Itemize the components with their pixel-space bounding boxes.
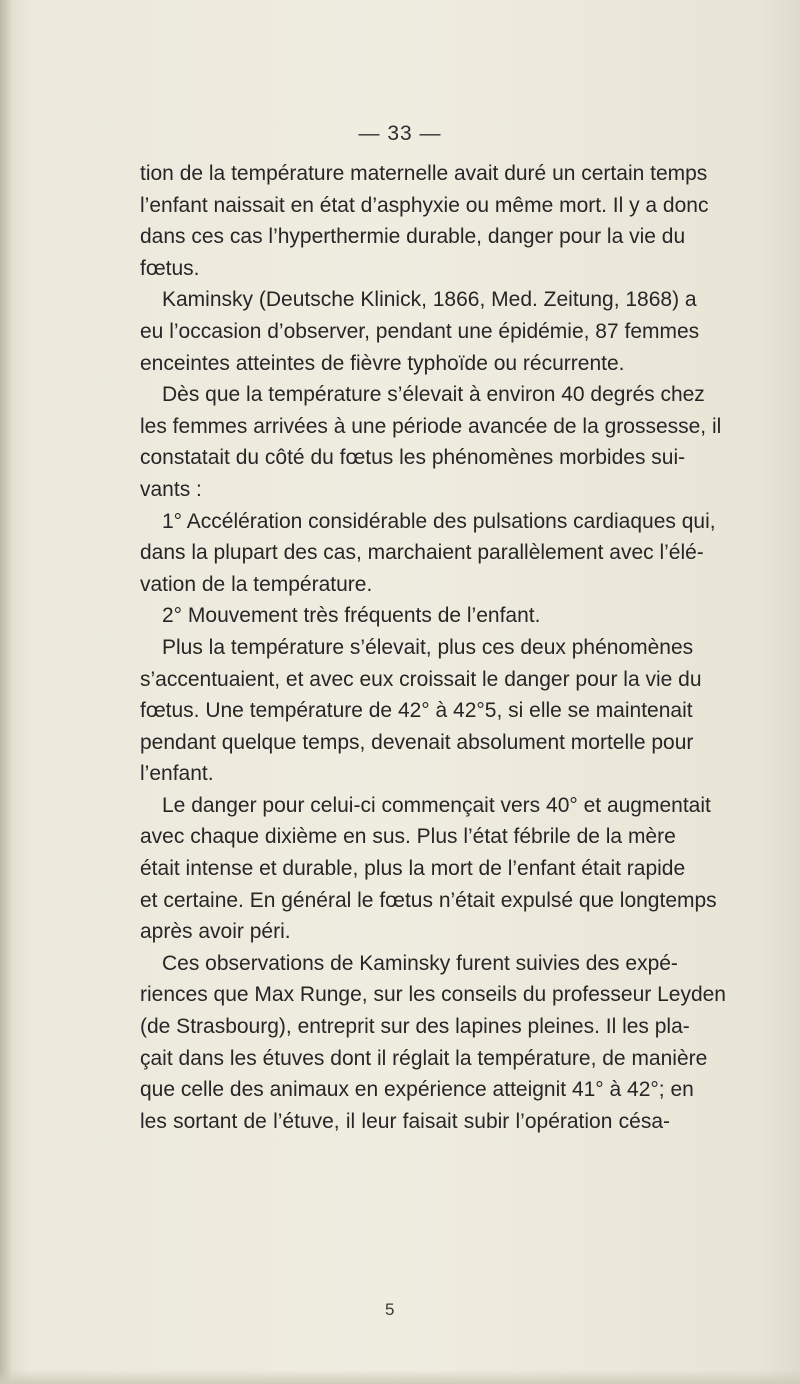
text-line: Plus la température s’élevait, plus ces deux phénomènes bbox=[162, 635, 694, 659]
text-line: que celle des animaux en expérience atteignit 41° à 42°; en bbox=[140, 1078, 694, 1102]
text-line: fœtus. bbox=[140, 256, 200, 280]
page-bottom-shadow bbox=[0, 1370, 800, 1384]
text-line: eu l’occasion d’observer, pendant une épidémie, 87 femmes bbox=[140, 319, 700, 343]
signature-mark: 5 bbox=[385, 1300, 395, 1319]
text-line: vants : bbox=[140, 477, 202, 501]
text-line: Kaminsky (Deutsche Klinick, 1866, Med. Zeitung, 1868) a bbox=[162, 288, 697, 312]
page-edge-shadow bbox=[0, 0, 12, 1384]
text-line: les femmes arrivées à une période avancée de la grossesse, il bbox=[140, 414, 722, 438]
text-line: l’enfant. bbox=[140, 762, 214, 786]
text-line: dans la plupart des cas, marchaient parallèlement avec l’élé- bbox=[140, 541, 704, 565]
text-line: Dès que la température s’élevait à environ 40 degrés chez bbox=[162, 383, 705, 407]
text-line: dans ces cas l’hyperthermie durable, danger pour la vie du bbox=[140, 225, 686, 249]
text-line: s’accentuaient, et avec eux croissait le danger pour la vie du bbox=[140, 667, 702, 691]
text-line: constatait du côté du fœtus les phénomènes morbides sui- bbox=[140, 446, 686, 470]
text-line: après avoir péri. bbox=[140, 920, 291, 944]
text-line: çait dans les étuves dont il réglait la température, de manière bbox=[140, 1046, 708, 1070]
text-line: fœtus. Une température de 42° à 42°5, si elle se maintenait bbox=[140, 699, 693, 723]
text-line: pendant quelque temps, devenait absolument mortelle pour bbox=[140, 730, 694, 754]
text-line: et certaine. En général le fœtus n’était expulsé que longtemps bbox=[140, 888, 717, 912]
page-number: — 33 — bbox=[358, 122, 442, 145]
text-line: Le danger pour celui-ci commençait vers 40° et augmentait bbox=[162, 793, 711, 817]
text-line: vation de la température. bbox=[140, 572, 373, 596]
text-line: l’enfant naissait en état d’asphyxie ou même mort. Il y a donc bbox=[140, 193, 709, 217]
text-line: riences que Max Runge, sur les conseils du professeur Leyden bbox=[140, 983, 726, 1007]
text-line: 2° Mouvement très fréquents de l’enfant. bbox=[162, 604, 541, 628]
text-line: les sortant de l’étuve, il leur faisait subir l’opération césa- bbox=[140, 1109, 670, 1133]
body-text bbox=[140, 158, 726, 1137]
text-line: avec chaque dixième en sus. Plus l’état fébrile de la mère bbox=[140, 825, 676, 849]
text-line: enceintes atteintes de fièvre typhoïde ou récurrente. bbox=[140, 351, 625, 375]
text-line: 1° Accélération considérable des pulsations cardiaques qui, bbox=[162, 509, 716, 533]
text-line: (de Strasbourg), entreprit sur des lapines pleines. Il les pla- bbox=[140, 1015, 690, 1039]
text-line: était intense et durable, plus la mort de l’enfant était rapide bbox=[140, 857, 686, 881]
text-line: Ces observations de Kaminsky furent suivies des expé- bbox=[162, 951, 678, 975]
text-line: tion de la température maternelle avait duré un certain temps bbox=[140, 162, 708, 185]
